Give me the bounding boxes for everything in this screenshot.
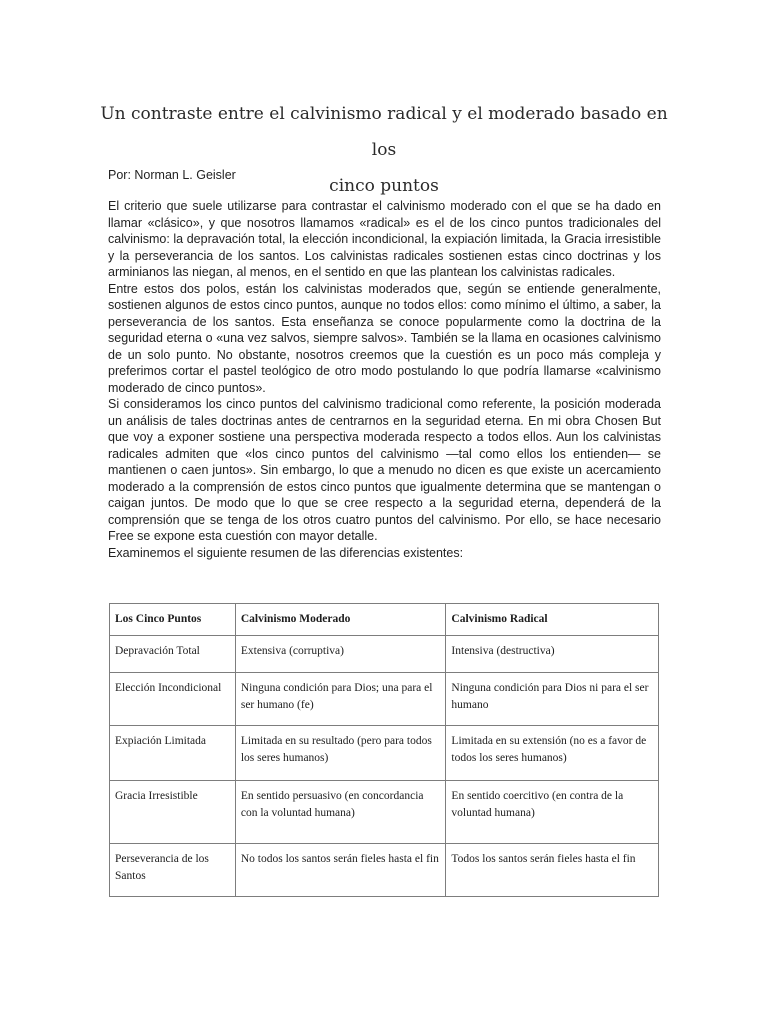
title-line-1: Un contraste entre el calvinismo radical y el moderado basado en los: [100, 104, 668, 160]
table-cell: Gracia Irresistible: [110, 781, 236, 844]
paragraph: El criterio que suele utilizarse para contrastar el calvinismo moderado con el que se ha dado en llamar «clásico», y que nosotros llamamos «radical» es el de los cinco puntos tradicionales del calvinismo: la depravación total, la elección incondicional, la expiación limitada, la Gracia irresistible y la perseverancia de los santos. Los calvinistas radicales sostienen estas cinco doctrinas y los arminianos las niegan, al menos, en el sentido en que las plantean los calvinistas radicales.: [108, 199, 661, 279]
table-cell: En sentido persuasivo (en concordancia con la voluntad humana): [235, 781, 446, 844]
header-cell: Calvinismo Radical: [446, 604, 659, 636]
table-row: [110, 636, 659, 673]
paragraph: Si consideramos los cinco puntos del calvinismo tradicional como referente, la posición moderada un análisis de tales doctrinas antes de centrarnos en la seguridad eterna. En mi obra Chosen But que voy a exponer sostiene una perspectiva moderada respecto a todos ellos. Aun los calvinistas radicales admiten que «los cinco puntos del calvinismo —tal como ellos los entienden— se mantienen o caen juntos». Sin embargo, lo que a menudo no dicen es que existe un acercamiento moderado a la comprensión de estos cinco puntos que igualmente determina que se mantengan o caigan juntos. De modo que lo que se cree respecto a la seguridad eterna, dependerá de la comprensión que se tenga de los otros cuatro puntos del calvinismo. Por ello, se hace necesario Free se expone esta cuestión con mayor detalle.: [108, 397, 661, 543]
table-cell: Depravación Total: [110, 636, 236, 673]
table-cell: En sentido coercitivo (en contra de la voluntad humana): [446, 781, 659, 844]
title-line-2: cinco puntos: [329, 176, 439, 196]
table-row: [110, 781, 659, 844]
table-cell: Ninguna condición para Dios ni para el ser humano: [446, 673, 659, 726]
document-title: [100, 96, 668, 204]
table-cell: Extensiva (corruptiva): [235, 636, 446, 673]
table-cell: Ninguna condición para Dios; una para el ser humano (fe): [235, 673, 446, 726]
document-body: [108, 198, 661, 561]
author-byline: Por: Norman L. Geisler: [108, 168, 236, 182]
table-cell: Todos los santos serán fieles hasta el fin: [446, 844, 659, 897]
table-cell: Perseverancia de los Santos: [110, 844, 236, 897]
table-row: [110, 726, 659, 781]
table-row: [110, 844, 659, 897]
paragraph: Entre estos dos polos, están los calvinistas moderados que, según se entiende generalmente, sostienen algunos de estos cinco puntos, aunque no todos ellos: como mínimo el último, a saber, la perseverancia de los santos. Esta enseñanza se conoce popularmente como la doctrina de la seguridad eterna o «una vez salvos, siempre salvos». También se la llama en ocasiones calvinismo de un solo punto. No obstante, nosotros creemos que la cuestión es un poco más compleja y preferimos cortar el pastel teológico de otro modo postulando lo que podría llamarse «calvinismo moderado de cinco puntos».: [108, 281, 661, 395]
table-cell: Limitada en su resultado (pero para todos los seres humanos): [235, 726, 446, 781]
paragraph: Examinemos el siguiente resumen de las diferencias existentes:: [108, 545, 464, 560]
comparison-table: [109, 603, 659, 897]
header-cell: Calvinismo Moderado: [235, 604, 446, 636]
table-row: [110, 673, 659, 726]
table-cell: Intensiva (destructiva): [446, 636, 659, 673]
table-cell: Limitada en su extensión (no es a favor de todos los seres humanos): [446, 726, 659, 781]
table-cell: Expiación Limitada: [110, 726, 236, 781]
header-cell: Los Cinco Puntos: [110, 604, 236, 636]
table-header-row: [110, 604, 659, 636]
table-cell: No todos los santos serán fieles hasta el fin: [235, 844, 446, 897]
table-cell: Elección Incondicional: [110, 673, 236, 726]
